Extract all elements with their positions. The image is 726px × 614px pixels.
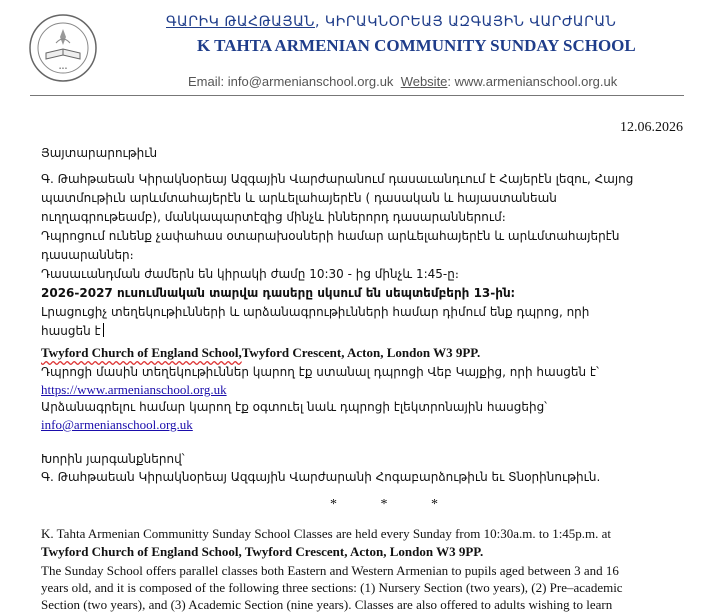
info-line-1: Լրացուցիչ տեղեկութիւնների և արձանագրութիւնների համար դիմում ենք դպրոց, որի xyxy=(41,305,590,319)
armenian-school-title: ԳԱՐԻԿ ԹԱՀԹԱՅԱՆ, ԿԻՐԱԿՆՕՐԵԱՅ ԱԶԳԱՅԻՆ ՎԱՐԺԱՐԱՆ xyxy=(166,14,617,30)
year-start-line: 2026-2027 ուսումնական տարվա դասերը սկսում են սեպտեմբերի 13-ին։ xyxy=(41,286,515,300)
info-line-2-text: հասցեն է xyxy=(41,324,101,338)
school-name: Twyford Church of England School, xyxy=(41,345,242,360)
section-separator: * * * xyxy=(330,497,458,512)
english-line-4: years old, and it is composed of the following three sections: (1) Nursery Section (two years), (2) Pre–academic xyxy=(41,580,623,595)
email-link[interactable]: info@armenianschool.org.uk xyxy=(41,417,193,432)
header-divider xyxy=(30,95,684,96)
contact-line: Email: info@armenianschool.org.uk Website: www.armenianschool.org.uk xyxy=(188,74,618,89)
para-line-3: ուղղագրութեամբ), մանկապարտէզից մինչև իններորդ դասարաններում։ xyxy=(41,210,506,224)
header-website[interactable]: www.armenianschool.org.uk xyxy=(454,74,618,89)
website-info-line: Դպրոցի մասին տեղեկութիւններ կարող էք ստանալ դպրոցի Վեբ Կայքից, որի հասցեն է՝ xyxy=(41,365,599,379)
svg-text:•••: ••• xyxy=(58,66,68,72)
para-line-6: Դասաւանդման ժամերն են կիրակի ժամը 10:30 - ից մինչև 1:45-ը։ xyxy=(41,267,459,281)
para-line-2: պատմութիւն արևմտահայերէն և արևելահայերէն ( դասական և հայաստանեան xyxy=(41,191,557,205)
para-line-1: Գ. Թահթաեան Կիրակնօրեայ Ազգային Վարժարանում դասաւանդւում է Հայերէն լեզու, Հայոց xyxy=(41,172,634,186)
closing-line: Խորին յարգանքներով՝ xyxy=(41,452,185,466)
armenian-title-school: ԿԻՐԱԿՆՕՐԵԱՅ ԱԶԳԱՅԻՆ ՎԱՐԺԱՐԱՆ xyxy=(324,14,617,30)
website-label: Website xyxy=(400,74,448,89)
armenian-title-name: ԳԱՐԻԿ ԹԱՀԹԱՅԱՆ xyxy=(166,14,316,30)
school-logo-icon xyxy=(28,13,98,83)
header-email[interactable]: info@armenianschool.org.uk xyxy=(227,74,394,89)
para-line-4: Դպրոցում ունենք չափահաս օտարախօսների համար արևելահայերէն և արևմտահայերէն xyxy=(41,229,620,243)
english-school-title: K TAHTA ARMENIAN COMMUNITY SUNDAY SCHOOL xyxy=(197,36,636,55)
letter-heading: Յայտարարութիւն xyxy=(41,146,158,160)
address-rest: Twyford Crescent, Acton, London W3 9PP. xyxy=(241,345,481,360)
signature-line: Գ. Թահթաեան Կիրակնօրեայ Ազգային Վարժարանի Հոգաբարձութիւն եւ Տնօրինութիւն. xyxy=(41,470,601,484)
email-info-line: Արձանագրելու համար կարող էք օգտուել նաև դպրոցի էլեկտրոնային հասցեից՝ xyxy=(41,400,548,414)
para-line-5: դասարաններ։ xyxy=(41,248,134,262)
email-label: Email: xyxy=(188,74,225,89)
english-line-3: The Sunday School offers parallel classes both Eastern and Western Armenian to pupils aged between 3 and 16 xyxy=(41,563,619,578)
english-line-1: K. Tahta Armenian Communitty Sunday School Classes are held every Sunday from 10:30a.m. to 1:45p.m. at xyxy=(41,526,612,541)
website-link[interactable]: https://www.armenianschool.org.uk xyxy=(41,382,227,397)
school-address xyxy=(41,343,480,362)
text-cursor xyxy=(103,323,104,337)
info-line-2 xyxy=(41,322,104,341)
english-line-5: Section (two years), and (3) Academic Section (nine years). Classes are also offered to adults wishing to learn xyxy=(41,597,613,612)
letter-date: 12.06.2026 xyxy=(620,120,683,135)
english-line-2: Twyford Church of England School, Twyford Crescent, Acton, London W3 9PP. xyxy=(41,544,484,559)
